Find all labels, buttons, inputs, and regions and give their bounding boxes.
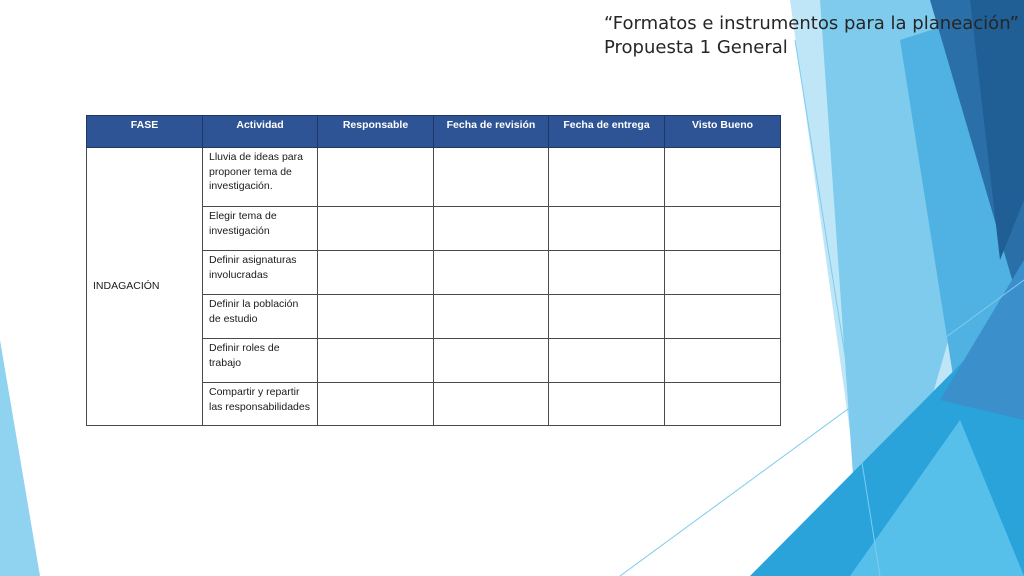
activity-cell: Compartir y repartir las responsabilidades: [203, 383, 318, 426]
fecha-revision-cell[interactable]: [434, 339, 549, 383]
activity-cell: Definir la población de estudio: [203, 295, 318, 339]
header-actividad: Actividad: [203, 116, 318, 148]
activity-cell: Definir roles de trabajo: [203, 339, 318, 383]
phase-cell: INDAGACIÓN: [87, 148, 203, 426]
visto-bueno-cell[interactable]: [665, 207, 781, 251]
header-fase: FASE: [87, 116, 203, 148]
visto-bueno-cell[interactable]: [665, 148, 781, 207]
slide-subtitle: Propuesta 1 General: [604, 37, 788, 58]
header-fecha-entrega: Fecha de entrega: [549, 116, 665, 148]
fecha-entrega-cell[interactable]: [549, 339, 665, 383]
responsable-cell[interactable]: [318, 383, 434, 426]
responsable-cell[interactable]: [318, 251, 434, 295]
table-header-row: [87, 116, 781, 148]
activity-cell: Definir asignaturas involucradas: [203, 251, 318, 295]
responsable-cell[interactable]: [318, 207, 434, 251]
responsable-cell[interactable]: [318, 148, 434, 207]
header-visto-bueno: Visto Bueno: [665, 116, 781, 148]
fecha-revision-cell[interactable]: [434, 148, 549, 207]
fecha-revision-cell[interactable]: [434, 295, 549, 339]
visto-bueno-cell[interactable]: [665, 339, 781, 383]
visto-bueno-cell[interactable]: [665, 383, 781, 426]
left-accent-shape: [0, 340, 40, 576]
slide-title-block: [604, 12, 1019, 60]
responsable-cell[interactable]: [318, 295, 434, 339]
fecha-entrega-cell[interactable]: [549, 295, 665, 339]
responsable-cell[interactable]: [318, 339, 434, 383]
fecha-entrega-cell[interactable]: [549, 383, 665, 426]
table-row: [87, 148, 781, 207]
fecha-entrega-cell[interactable]: [549, 148, 665, 207]
fecha-entrega-cell[interactable]: [549, 251, 665, 295]
planning-table: [86, 115, 781, 426]
activity-cell: Lluvia de ideas para proponer tema de investigación.: [203, 148, 318, 207]
fecha-revision-cell[interactable]: [434, 207, 549, 251]
visto-bueno-cell[interactable]: [665, 295, 781, 339]
activity-cell: Elegir tema de investigación: [203, 207, 318, 251]
fecha-revision-cell[interactable]: [434, 251, 549, 295]
fecha-entrega-cell[interactable]: [549, 207, 665, 251]
header-fecha-revision: Fecha de revisión: [434, 116, 549, 148]
header-responsable: Responsable: [318, 116, 434, 148]
fecha-revision-cell[interactable]: [434, 383, 549, 426]
visto-bueno-cell[interactable]: [665, 251, 781, 295]
slide-title: “Formatos e instrumentos para la planeación”: [604, 13, 1019, 34]
